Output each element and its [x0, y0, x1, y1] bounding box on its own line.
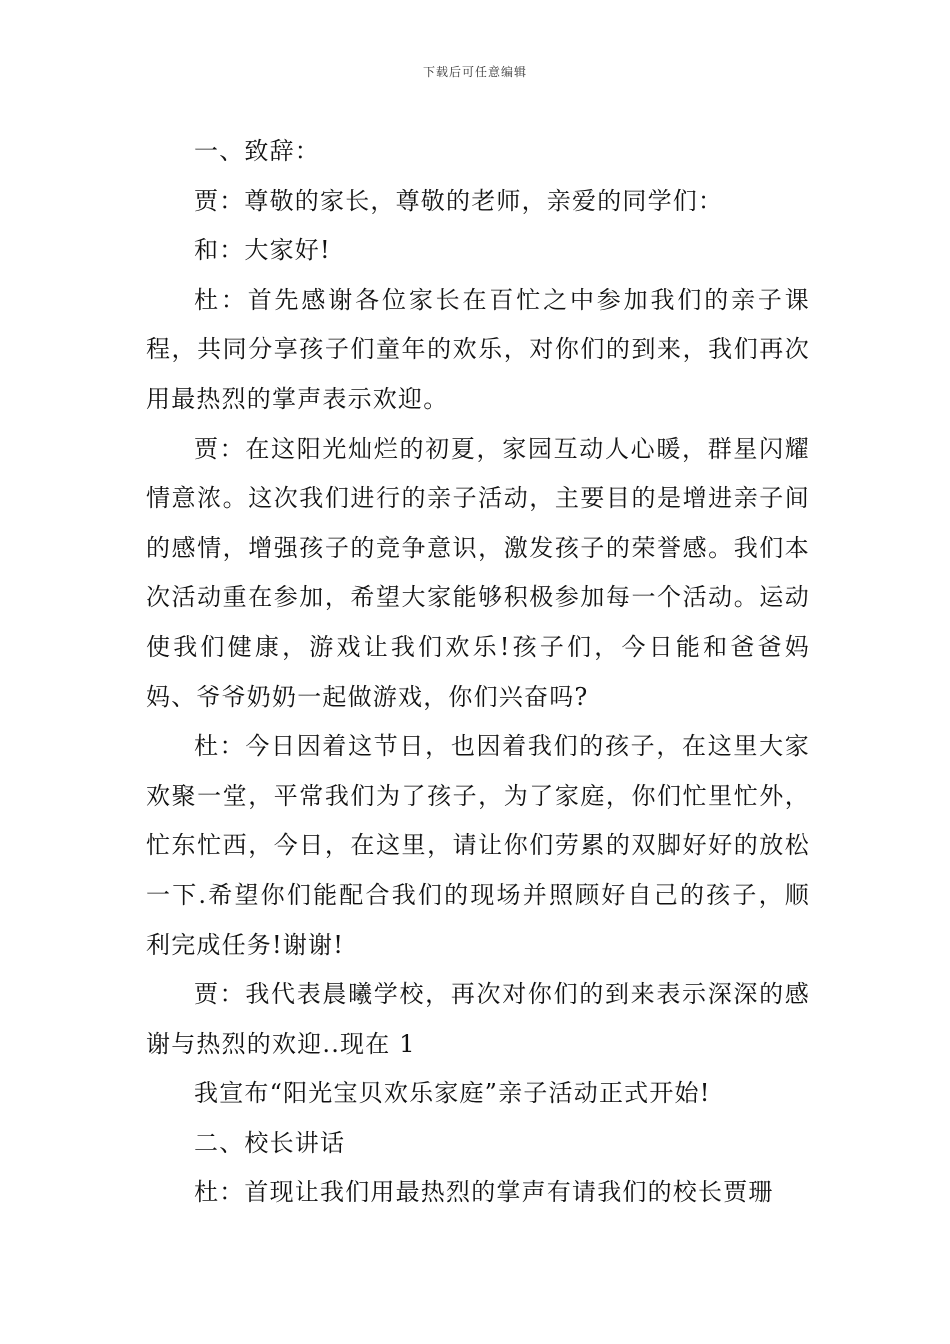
paragraph: 贾：在这阳光灿烂的初夏，家园互动人心暖，群星闪耀情意浓。这次我们进行的亲子活动，主要目的是增进亲子间的感情，增强孩子的竞争意识，激发孩子的荣誉感。我们本次活动重在参加，希望大家能够积极参加每一个活动。运动使我们健康，游戏让我们欢乐!孩子们，今日能和爸爸妈妈、爷爷奶奶一起做游戏，你们兴奋吗?: [146, 434, 810, 711]
paragraph: 贾：尊敬的家长，尊敬的老师，亲爱的同学们：: [194, 186, 724, 215]
paragraph: 杜：首现让我们用最热烈的掌声有请我们的校长贾珊: [194, 1178, 774, 1207]
paragraph: 杜：今日因着这节日，也因着我们的孩子，在这里大家欢聚一堂，平常我们为了孩子，为了家庭，你们忙里忙外，忙东忙西，今日，在这里，请让你们劳累的双脚好好的放松一下.希望你们能配合我们的现场并照顾好自己的孩子，顺利完成任务!谢谢!: [146, 732, 810, 959]
paragraph: 杜：首先感谢各位家长在百忙之中参加我们的亲子课程，共同分享孩子们童年的欢乐，对你们的到来，我们再次用最热烈的掌声表示欢迎。: [146, 285, 810, 413]
paragraph: 我宣布“阳光宝贝欢乐家庭”亲子活动正式开始!: [194, 1079, 711, 1108]
document-body: [146, 127, 810, 1218]
paragraph: 和：大家好!: [194, 236, 331, 265]
page-header: 下载后可任意编辑: [422, 65, 527, 79]
section-heading-principal: 二、校长讲话: [194, 1128, 346, 1157]
paragraph: 贾：我代表晨曦学校，再次对你们的到来表示深深的感谢与热烈的欢迎..现在 1: [146, 980, 810, 1058]
section-heading-speech: 一、致辞：: [194, 137, 320, 165]
